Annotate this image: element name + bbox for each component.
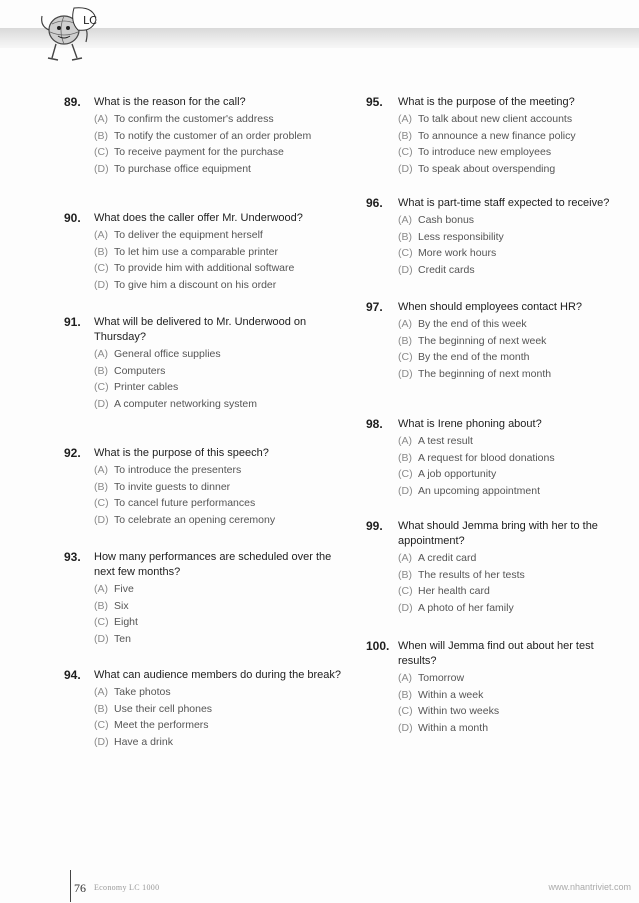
option-text: A test result — [418, 435, 473, 447]
question-98 — [366, 417, 634, 499]
answer-option — [398, 111, 634, 128]
option-text: By the end of the month — [418, 351, 530, 364]
question-stem — [366, 300, 634, 315]
option-letter: (B) — [398, 230, 412, 243]
option-letter: (C) — [398, 705, 413, 718]
question-text: When should employees contact HR? — [398, 301, 583, 313]
option-letter: (A) — [398, 672, 412, 684]
question-stem — [64, 668, 344, 683]
page-number: 76 — [74, 881, 86, 895]
question-text: What is Irene phoning about? — [398, 418, 542, 430]
option-letter: (D) — [94, 632, 109, 645]
option-text: To celebrate an opening ceremony — [114, 513, 276, 526]
answer-option — [398, 687, 634, 704]
option-text: Ten — [114, 632, 131, 645]
option-letter: (A) — [94, 583, 108, 595]
answer-option — [94, 363, 344, 380]
answer-option — [94, 462, 344, 479]
option-letter: (C) — [94, 497, 109, 510]
option-letter: (C) — [94, 616, 109, 629]
question-number: 98. — [366, 417, 383, 431]
option-letter: (A) — [398, 435, 412, 447]
option-letter: (D) — [94, 162, 109, 175]
answer-option — [398, 703, 634, 720]
option-text: To notify the customer of an order problem — [114, 129, 312, 142]
option-text: To speak about overspending — [418, 162, 556, 175]
logo-label: LC — [83, 14, 97, 27]
option-letter: (D) — [398, 721, 413, 734]
answer-option — [94, 479, 344, 496]
option-letter: (C) — [94, 262, 109, 275]
option-text: Meet the performers — [114, 719, 209, 732]
answer-option — [398, 433, 634, 450]
option-letter: (D) — [398, 484, 413, 497]
option-text: An upcoming appointment — [418, 484, 540, 497]
option-text: Cash bonus — [418, 214, 475, 226]
answer-options — [94, 227, 344, 293]
question-number: 94. — [64, 668, 81, 682]
option-letter: (A) — [398, 318, 412, 330]
question-number: 89. — [64, 95, 81, 109]
option-letter: (C) — [94, 381, 109, 394]
answer-option — [398, 600, 634, 617]
question-text: What is part-time staff expected to receive? — [398, 197, 610, 209]
answer-option — [94, 227, 344, 244]
question-stem — [366, 519, 634, 549]
answer-option — [398, 333, 634, 350]
answer-options — [94, 684, 344, 750]
answer-option — [94, 396, 344, 413]
answer-option — [398, 366, 634, 383]
question-text: What is the purpose of the meeting? — [398, 96, 575, 108]
option-text: A request for blood donations — [418, 451, 555, 464]
question-number: 100. — [366, 639, 390, 653]
question-90 — [64, 211, 344, 293]
answer-option — [398, 161, 634, 178]
answer-option — [94, 598, 344, 615]
answer-options — [398, 433, 634, 499]
option-text: To confirm the customer's address — [114, 113, 274, 125]
option-text: To give him a discount on his order — [114, 278, 277, 291]
question-97 — [366, 300, 634, 382]
option-text: To introduce new employees — [418, 146, 552, 159]
option-text: Five — [114, 583, 134, 595]
question-stem — [366, 417, 634, 432]
option-text: Within two weeks — [418, 705, 500, 718]
option-letter: (C) — [398, 468, 413, 481]
option-text: Within a month — [418, 721, 489, 734]
option-text: The beginning of next month — [418, 367, 552, 380]
option-text: The results of her tests — [418, 568, 525, 581]
question-stem — [64, 550, 344, 580]
question-text: What is the purpose of this speech? — [94, 447, 269, 459]
globe-mascot-icon — [34, 2, 100, 66]
answer-option — [94, 111, 344, 128]
option-letter: (D) — [94, 513, 109, 526]
question-text: When will Jemma find out about her test results? — [398, 640, 594, 667]
answer-option — [398, 720, 634, 737]
question-92 — [64, 446, 344, 528]
option-letter: (B) — [398, 129, 412, 142]
question-95 — [366, 95, 634, 177]
answer-options — [398, 670, 634, 736]
question-number: 92. — [64, 446, 81, 460]
option-text: To provide him with additional software — [114, 262, 295, 275]
answer-option — [94, 684, 344, 701]
option-letter: (B) — [94, 480, 108, 493]
option-text: Use their cell phones — [114, 702, 213, 715]
option-letter: (A) — [398, 214, 412, 226]
option-text: To receive payment for the purchase — [114, 146, 284, 159]
answer-option — [94, 631, 344, 648]
option-text: Eight — [114, 616, 138, 629]
option-letter: (C) — [398, 146, 413, 159]
option-letter: (C) — [398, 351, 413, 364]
option-letter: (A) — [94, 464, 108, 476]
answer-options — [94, 462, 344, 528]
answer-option — [94, 512, 344, 529]
option-letter: (D) — [398, 601, 413, 614]
option-letter: (D) — [94, 278, 109, 291]
question-text: What can audience members do during the break? — [94, 669, 342, 681]
answer-option — [398, 229, 634, 246]
option-letter: (A) — [94, 229, 108, 241]
option-letter: (B) — [398, 451, 412, 464]
option-text: To talk about new client accounts — [418, 113, 573, 125]
option-letter: (C) — [94, 146, 109, 159]
option-letter: (D) — [94, 397, 109, 410]
website-url: www.nhantriviet.com — [548, 882, 631, 892]
question-stem — [64, 211, 344, 226]
question-100 — [366, 639, 634, 736]
question-stem — [366, 95, 634, 110]
option-text: Printer cables — [114, 381, 179, 394]
option-letter: (B) — [94, 129, 108, 142]
option-text: To deliver the equipment herself — [114, 229, 263, 241]
option-text: A job opportunity — [418, 468, 497, 481]
option-letter: (D) — [398, 162, 413, 175]
question-number: 96. — [366, 196, 383, 210]
question-number: 97. — [366, 300, 383, 314]
question-94 — [64, 668, 344, 750]
answer-option — [94, 244, 344, 261]
option-letter: (B) — [94, 702, 108, 715]
answer-option — [94, 717, 344, 734]
option-letter: (A) — [94, 348, 108, 360]
option-text: To purchase office equipment — [114, 162, 251, 175]
answer-option — [94, 346, 344, 363]
option-letter: (B) — [398, 568, 412, 581]
answer-option — [398, 550, 634, 567]
answer-option — [398, 128, 634, 145]
answer-option — [94, 614, 344, 631]
answer-options — [94, 581, 344, 647]
answer-option — [94, 701, 344, 718]
option-letter: (C) — [94, 719, 109, 732]
answer-option — [398, 670, 634, 687]
option-letter: (A) — [398, 552, 412, 564]
option-letter: (C) — [398, 247, 413, 260]
question-number: 99. — [366, 519, 383, 533]
answer-option — [94, 379, 344, 396]
question-number: 91. — [64, 315, 81, 329]
option-text: More work hours — [418, 247, 497, 260]
option-text: General office supplies — [114, 348, 221, 360]
question-93 — [64, 550, 344, 647]
option-text: To introduce the presenters — [114, 464, 242, 476]
question-text: What should Jemma bring with her to the appointment? — [398, 520, 598, 547]
answer-option — [398, 567, 634, 584]
option-text: Her health card — [418, 585, 490, 598]
answer-option — [398, 466, 634, 483]
answer-option — [398, 483, 634, 500]
option-text: To invite guests to dinner — [114, 480, 231, 493]
answer-options — [398, 550, 634, 616]
question-number: 93. — [64, 550, 81, 564]
question-stem — [64, 446, 344, 461]
option-text: Within a week — [418, 688, 484, 701]
option-letter: (A) — [398, 113, 412, 125]
option-text: To let him use a comparable printer — [114, 245, 278, 258]
option-letter: (B) — [398, 334, 412, 347]
option-text: A credit card — [418, 552, 477, 564]
option-letter: (B) — [398, 688, 412, 701]
answer-option — [398, 316, 634, 333]
footer-rule — [70, 870, 71, 902]
answer-option — [94, 734, 344, 751]
option-text: Less responsibility — [418, 230, 504, 243]
answer-option — [94, 495, 344, 512]
option-letter: (A) — [94, 113, 108, 125]
option-text: A photo of her family — [418, 601, 514, 614]
question-stem — [64, 95, 344, 110]
question-stem — [366, 639, 634, 669]
option-letter: (D) — [398, 367, 413, 380]
answer-options — [94, 111, 344, 177]
option-text: Credit cards — [418, 263, 475, 276]
answer-option — [398, 583, 634, 600]
question-99 — [366, 519, 634, 616]
option-text: Have a drink — [114, 735, 173, 748]
option-letter: (B) — [94, 245, 108, 258]
question-text: What does the caller offer Mr. Underwood? — [94, 212, 303, 224]
answer-option — [398, 245, 634, 262]
answer-option — [398, 262, 634, 279]
option-text: To announce a new finance policy — [418, 129, 576, 142]
option-text: Take photos — [114, 686, 171, 698]
answer-option — [94, 161, 344, 178]
question-stem — [64, 315, 344, 345]
answer-option — [398, 212, 634, 229]
option-text: To cancel future performances — [114, 497, 256, 510]
option-text: The beginning of next week — [418, 334, 547, 347]
option-text: By the end of this week — [418, 318, 527, 330]
question-96 — [366, 196, 634, 278]
option-letter: (C) — [398, 585, 413, 598]
book-title: Economy LC 1000 — [94, 883, 160, 892]
answer-option — [94, 128, 344, 145]
question-89 — [64, 95, 344, 177]
option-text: Computers — [114, 364, 166, 377]
option-letter: (A) — [94, 686, 108, 698]
option-text: Six — [114, 599, 129, 612]
answer-options — [94, 346, 344, 412]
answer-options — [398, 111, 634, 177]
question-text: How many performances are scheduled over the next few months? — [94, 551, 332, 578]
question-stem — [366, 196, 634, 211]
answer-options — [398, 316, 634, 382]
option-letter: (D) — [94, 735, 109, 748]
option-text: Tomorrow — [418, 672, 465, 684]
answer-option — [94, 581, 344, 598]
option-letter: (B) — [94, 364, 108, 377]
answer-option — [94, 277, 344, 294]
answer-option — [398, 144, 634, 161]
question-number: 90. — [64, 211, 81, 225]
answer-option — [94, 260, 344, 277]
question-number: 95. — [366, 95, 383, 109]
answer-option — [398, 349, 634, 366]
option-letter: (B) — [94, 599, 108, 612]
answer-option — [94, 144, 344, 161]
answer-option — [398, 450, 634, 467]
option-text: A computer networking system — [114, 397, 257, 410]
option-letter: (D) — [398, 263, 413, 276]
answer-options — [398, 212, 634, 278]
question-91 — [64, 315, 344, 412]
question-text: What is the reason for the call? — [94, 96, 246, 108]
question-text: What will be delivered to Mr. Underwood on Thursday? — [94, 316, 307, 343]
